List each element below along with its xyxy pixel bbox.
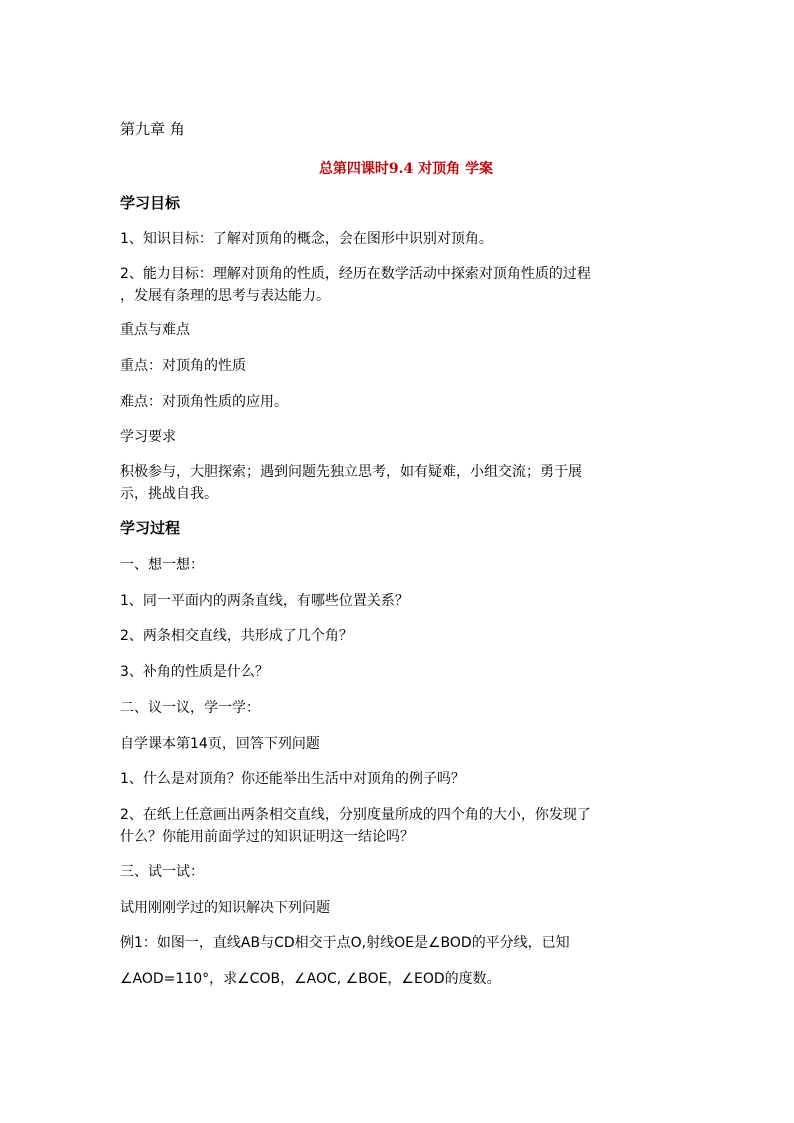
lesson-title: 总第四课时9.4 对顶角 学案 xyxy=(318,161,494,177)
goal-ability-line1: 2、能力目标：理解对顶角的性质，经历在数学活动中探索对顶角性质的过程 xyxy=(120,266,591,282)
think-question-1: 1、同一平面内的两条直线，有哪些位置关系？ xyxy=(120,593,409,609)
goal-ability-line2: ，发展有条理的思考与表达能力。 xyxy=(120,288,330,304)
discuss-heading: 二、议一议，学一学： xyxy=(120,700,260,716)
discuss-intro: 自学课本第14页，回答下列问题 xyxy=(120,736,320,752)
key-difficult-heading: 重点与难点 xyxy=(120,322,190,338)
goal-knowledge: 1、知识目标：了解对顶角的概念，会在图形中识别对顶角。 xyxy=(120,231,493,247)
goals-heading: 学习目标 xyxy=(120,194,181,212)
discuss-question-1: 1、什么是对顶角？你还能举出生活中对顶角的例子吗？ xyxy=(120,771,465,787)
think-question-3: 3、补角的性质是什么？ xyxy=(120,664,269,680)
example-line2: ∠AOD=110°，求∠COB，∠AOC, ∠BOE，∠EOD的度数。 xyxy=(120,971,501,987)
discuss-question-2-line1: 2、在纸上任意画出两条相交直线，分别度量所成的四个角的大小，你发现了 xyxy=(120,807,591,823)
chapter-title: 第九章 角 xyxy=(120,120,185,138)
requirements-line2: 示，挑战自我。 xyxy=(120,486,218,502)
example-line1: 例1：如图一，直线AB与CD相交于点O,射线OE是∠BOD的平分线，已知 xyxy=(120,935,570,951)
requirements-heading: 学习要求 xyxy=(120,429,176,445)
discuss-question-2-line2: 什么？你能用前面学过的知识证明这一结论吗？ xyxy=(120,829,414,845)
requirements-line1: 积极参与，大胆探索；遇到问题先独立思考，如有疑难，小组交流；勇于展 xyxy=(120,464,582,480)
process-heading: 学习过程 xyxy=(120,519,181,537)
try-intro: 试用刚刚学过的知识解决下列问题 xyxy=(120,900,330,916)
key-point: 重点：对顶角的性质 xyxy=(120,358,246,374)
think-question-2: 2、两条相交直线，共形成了几个角？ xyxy=(120,628,353,644)
think-heading: 一、想一想： xyxy=(120,557,204,573)
try-heading: 三、试一试： xyxy=(120,864,204,880)
difficult-point: 难点：对顶角性质的应用。 xyxy=(120,394,288,410)
